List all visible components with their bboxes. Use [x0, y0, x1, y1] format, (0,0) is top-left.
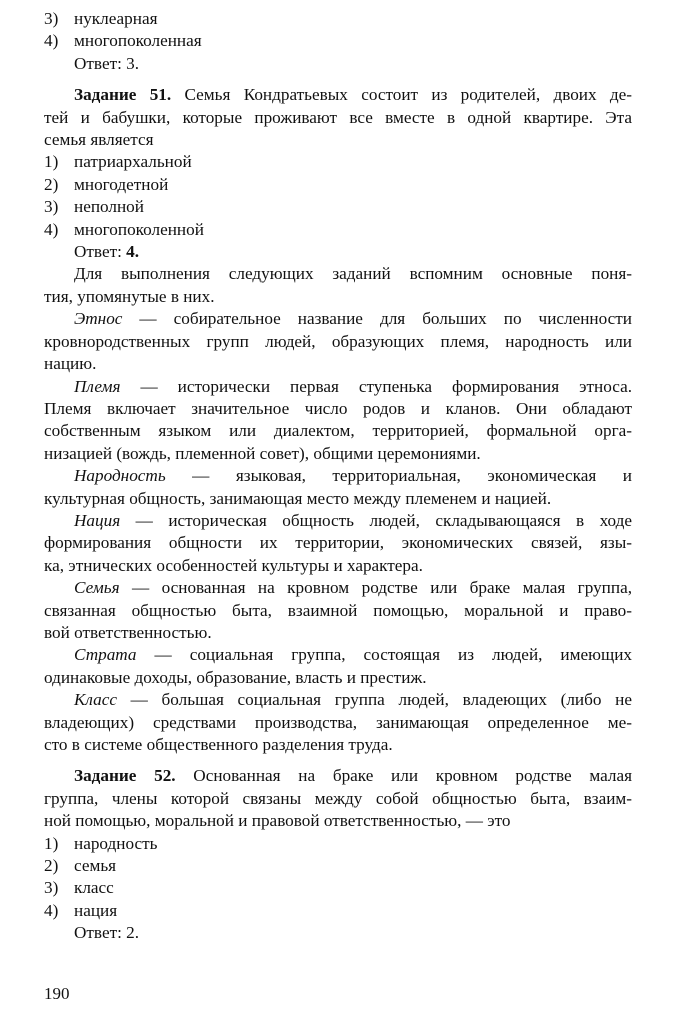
definition-line: [44, 398, 632, 420]
task-text: Семья Кондратьевых состоит из родителей, двоих де-: [171, 85, 632, 105]
definition-paragraph: [44, 644, 632, 689]
task-line: [44, 84, 632, 106]
option-text: неполной: [74, 197, 144, 217]
definition-text: — историческая общность людей, складывающаяся в ходе: [120, 510, 632, 530]
option-item: [44, 174, 632, 196]
option-text: нация: [74, 900, 118, 920]
definition-term: Страта: [74, 645, 137, 665]
option-text: многопоколенная: [74, 31, 202, 51]
definition-text: Племя включает значительное число родов и кланов. Они обладают: [44, 398, 632, 418]
definition-term: Семья: [74, 578, 120, 598]
definition-line: [44, 712, 632, 734]
option-text: патриархальной: [74, 152, 192, 172]
definition-paragraph: [44, 510, 632, 577]
definition-text: вой ответственностью.: [44, 622, 212, 642]
definition-line: [44, 644, 632, 666]
option-item: [44, 30, 632, 52]
definition-text: нацию.: [44, 354, 97, 374]
answer-value: 4.: [126, 242, 140, 262]
intro-line: тия, упомянутые в них.: [44, 286, 215, 306]
definition-text: сто в системе общественного разделения труда.: [44, 735, 393, 754]
definition-line: [44, 734, 632, 756]
definition-text: формирования общности их территории, экономических связей, язы-: [44, 533, 632, 553]
option-number: 2): [44, 174, 59, 194]
option-item: [44, 900, 632, 922]
option-item: [44, 219, 632, 241]
option-number: 3): [44, 878, 59, 898]
definition-line: [44, 532, 632, 554]
definition-text: — большая социальная группа людей, владеющих (либо не: [116, 690, 632, 710]
answer-prefix: Ответ:: [74, 242, 127, 262]
option-text: нуклеарная: [74, 9, 158, 28]
option-item: [44, 855, 632, 877]
definition-line: [44, 555, 632, 577]
definition-text: — основанная на кровном родстве или браке малая группа,: [119, 578, 632, 598]
definition-term: Племя: [74, 376, 121, 396]
definition-line: [44, 443, 632, 465]
definition-paragraph: [44, 689, 632, 756]
option-text: многопоколенной: [74, 219, 204, 239]
answer-text: Ответ: 2.: [74, 923, 140, 943]
definition-text: — языковая, территориальная, экономическая и: [165, 466, 632, 486]
definition-line: [44, 667, 632, 689]
definition-text: культурная общность, занимающая место между племенем и нацией.: [44, 488, 552, 508]
definition-term: Народность: [74, 466, 166, 486]
definition-line: [44, 510, 632, 532]
definition-line: [44, 331, 632, 353]
definition-text: — исторически первая ступенька формирования этноса.: [120, 376, 632, 396]
option-text: семья: [74, 856, 117, 876]
definition-text: кровнородственных групп людей, образующих племя, народность или: [44, 331, 632, 351]
option-item: [44, 8, 632, 30]
definition-term: Класс: [74, 690, 117, 710]
task-label: Задание 52.: [74, 766, 176, 786]
option-number: 4): [44, 31, 59, 51]
task-line: ной помощью, моральной и правовой ответственностью, — это: [44, 811, 511, 831]
option-text: многодетной: [74, 174, 169, 194]
definition-line: [44, 353, 632, 375]
definition-line: [44, 420, 632, 442]
definition-text: низацией (вождь, племенной совет), общими церемониями.: [44, 443, 481, 463]
option-item: [44, 833, 632, 855]
option-item: [44, 877, 632, 899]
definition-paragraph: [44, 577, 632, 644]
definition-line: [44, 465, 632, 487]
answer-text: [44, 241, 632, 263]
page-number: 190: [44, 984, 70, 1003]
option-item: [44, 151, 632, 173]
answer-text: Ответ: 3.: [74, 53, 140, 73]
definition-line: [44, 689, 632, 711]
option-number: 4): [44, 219, 59, 239]
definition-text: связанная общностью быта, взаимной помощью, моральной и право-: [44, 600, 632, 620]
definition-paragraph: [44, 308, 632, 375]
option-number: 3): [44, 9, 59, 28]
definition-line: [44, 308, 632, 330]
definition-term: Нация: [74, 510, 121, 530]
definition-line: [44, 376, 632, 398]
definition-line: [44, 600, 632, 622]
intro-line: Для выполнения следующих заданий вспомним основные поня-: [74, 264, 632, 284]
definition-text: одинаковые доходы, образование, власть и престиж.: [44, 667, 427, 687]
option-number: 2): [44, 856, 59, 876]
definition-line: [44, 622, 632, 644]
task-line: [44, 765, 632, 787]
definition-text: владеющих) средствами производства, занимающая определенное ме-: [44, 712, 632, 732]
task-line: тей и бабушки, которые проживают все вместе в одной квартире. Эта: [44, 107, 632, 127]
definition-line: [44, 488, 632, 510]
option-text: народность: [74, 833, 158, 853]
task-line: семья является: [44, 130, 154, 150]
task-52: [44, 765, 632, 944]
task-line: группа, члены которой связаны между собой общностью быта, взаим-: [44, 788, 632, 808]
definition-text: — социальная группа, состоящая из людей, имеющих: [136, 645, 632, 665]
definitions-list: [44, 308, 632, 756]
option-number: 1): [44, 833, 59, 853]
option-text: класс: [74, 878, 114, 898]
task-51: [44, 84, 632, 263]
definition-term: Этнос: [74, 309, 123, 329]
definition-text: собственным языком или диалектом, территорией, формальной орга-: [44, 421, 632, 441]
definition-text: — собирательное название для больших по численности: [122, 309, 632, 329]
page-content: [44, 8, 632, 945]
option-number: 1): [44, 152, 59, 172]
definition-text: ка, этнических особенностей культуры и характера.: [44, 555, 423, 575]
definition-paragraph: [44, 376, 632, 466]
definition-line: [44, 577, 632, 599]
definition-paragraph: [44, 465, 632, 510]
intro-paragraph: [44, 263, 632, 308]
task-label: Задание 51.: [74, 85, 172, 105]
task-text: Основанная на браке или кровном родстве малая: [175, 766, 633, 786]
option-number: 4): [44, 900, 59, 920]
option-item: [44, 196, 632, 218]
option-number: 3): [44, 197, 59, 217]
